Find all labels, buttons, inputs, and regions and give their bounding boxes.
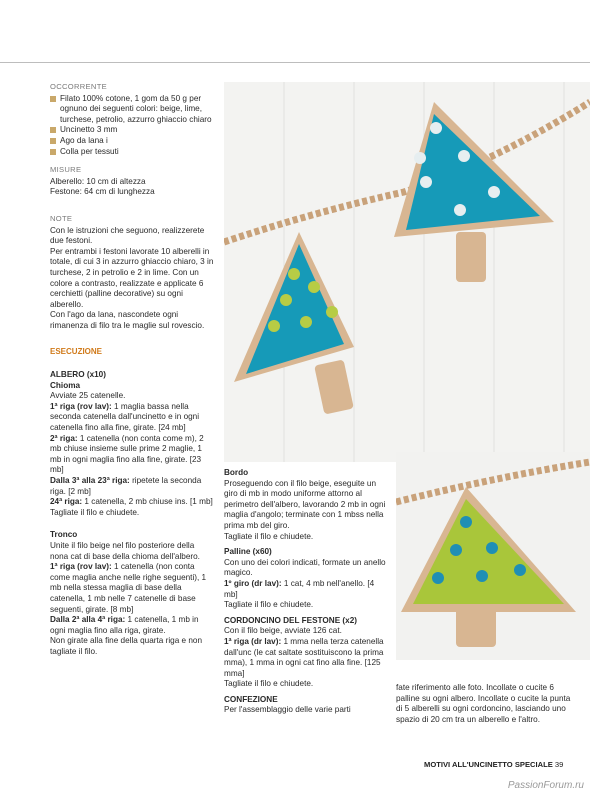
misure-line: Alberello: 10 cm di altezza [50,176,146,186]
palline-text: Con uno dei colori indicati, formate un anello magico. [224,557,386,578]
instruction: Tagliate il filo e chiudete. [50,507,140,517]
instruction: 1ª riga (rov lav): 1 maglia bassa nella seconda catenella dall'uncinetto e in ogni catenella fino alla fine, girate. [24 mb] [50,401,200,433]
bullet-square-icon [50,127,56,133]
confezione-text: Per l'assemblaggio delle varie parti [224,705,351,715]
instruction: Avviate 25 catenelle. [50,391,126,401]
instruction: Dalla 2ª alla 4ª riga: 1 catenella, 1 mb in ogni maglia fino alla riga, girate. [50,615,199,635]
page-number: 39 [554,760,564,769]
supply-item: Uncinetto 3 mm [50,125,214,136]
bullet-square-icon [50,149,56,155]
note-paragraph: Per entrambi i festoni lavorate 10 alberelli in totale, di cui 3 in azzurro ghiaccio chiaro, 3 in turchese, 2 in petrolio e 2 in lime. Con un colore a contrasto, realizzate e applicate 6 cerchietti (palline decorative) su ogni alberello. [50,246,214,309]
bordo-text: Proseguendo con il filo beige, eseguite un giro di mb in modo uniforme attorno al perimetro dell'albero, lavorando 2 mb in ogni maglia d'angolo; terminate con 1 mbss nella prima mb del giro. [224,478,386,530]
bordo-title: Bordo [224,468,249,477]
tronco-title: Tronco [50,530,78,540]
supply-item: Filato 100% cotone, 1 gom da 50 g per ognuno dei seguenti colori: beige, lime, turchese, petrolio, azzurro ghiaccio chiaro [50,94,214,126]
page-footer [424,760,563,769]
palline-instruction: 1º giro (dr lav): 1 cat, 4 mb nell'anello. [4 mb] [224,578,375,599]
footer-title: MOTIVI ALL'UNCINETTO SPECIALE [424,760,553,769]
cordoncino-title: CORDONCINO DEL FESTONE (x2) [224,615,357,625]
cordoncino-instruction: 1ª riga (dr lav): 1 mma nella terza catenella dall'unc (le cat saltate sostituiscono la prima mma), 1 mma in ogni cat fino alla fine. [125 mma] [224,636,384,678]
instruction: Non girate alla fine della quarta riga e non tagliate il filo. [50,636,203,656]
note-paragraph: Con l'ago da lana, nascondete ogni rimanenza di filo tra le maglie sul rovescio. [50,310,205,330]
garland-photo [224,82,590,462]
supply-item: Ago da lana i [50,136,214,147]
instruction: 2ª riga: 1 catenella (non conta come m), 2 mb chiuse insieme sulle prime 2 maglie, 1 mb in ogni maglia fino alla fine, girate. [23 mb] [50,433,204,475]
instruction: 24ª riga: 1 catenella, 2 mb chiuse ins. [1 mb] [50,497,213,507]
tree-detail-photo [396,452,590,660]
note-title: NOTE [50,213,73,223]
note-paragraph: Con le istruzioni che seguono, realizzerete due festoni. [50,225,205,246]
bullet-square-icon [50,96,56,102]
bullet-square-icon [50,138,56,144]
esecuzione-title: ESECUZIONE [50,347,103,357]
watermark: PassionForum.ru [507,780,584,791]
column-left [50,82,214,658]
top-rule [0,62,590,63]
confezione-continued: fate riferimento alle foto. Incollate o cucite 6 palline su ogni albero. Incollate o cucite la punta di 5 alberelli su ogni cordoncino, lasciando uno spazio di 20 cm tra un alberello e l'altro. [396,683,571,724]
occorrente-title: OCCORRENTE [50,82,108,91]
confezione-title: CONFEZIONE [224,694,278,704]
supply-item: Colla per tessuti [50,147,214,158]
instruction: Dalla 3ª alla 23ª riga: ripetete la seconda riga. [2 mb] [50,476,202,496]
palline-end: Tagliate il filo e chiudete. [224,600,314,610]
cordoncino-end: Tagliate il filo e chiudete. [224,679,314,689]
column-middle [224,468,386,716]
albero-title: ALBERO (x10) [50,370,106,380]
column-right [396,683,576,725]
palline-title: Palline (x60) [224,547,272,557]
chioma-title: Chioma [50,380,81,390]
misure-line: Festone: 64 cm di lunghezza [50,187,155,197]
instruction: Unite il filo beige nel filo posteriore della nona cat di base della chioma dell'albero. [50,540,200,561]
misure-title: MISURE [50,165,82,175]
bordo-end: Tagliate il filo e chiudete. [224,531,314,541]
instruction: 1ª riga (rov lav): 1 catenella (non conta come maglia anche nelle righe seguenti), 1 mb nella stessa maglia di base della catenella, 1 mb nelle 7 catenelle di base seguenti, girate. [8 mb] [50,562,207,614]
cordoncino-text: Con il filo beige, avviate 126 cat. [224,626,342,636]
